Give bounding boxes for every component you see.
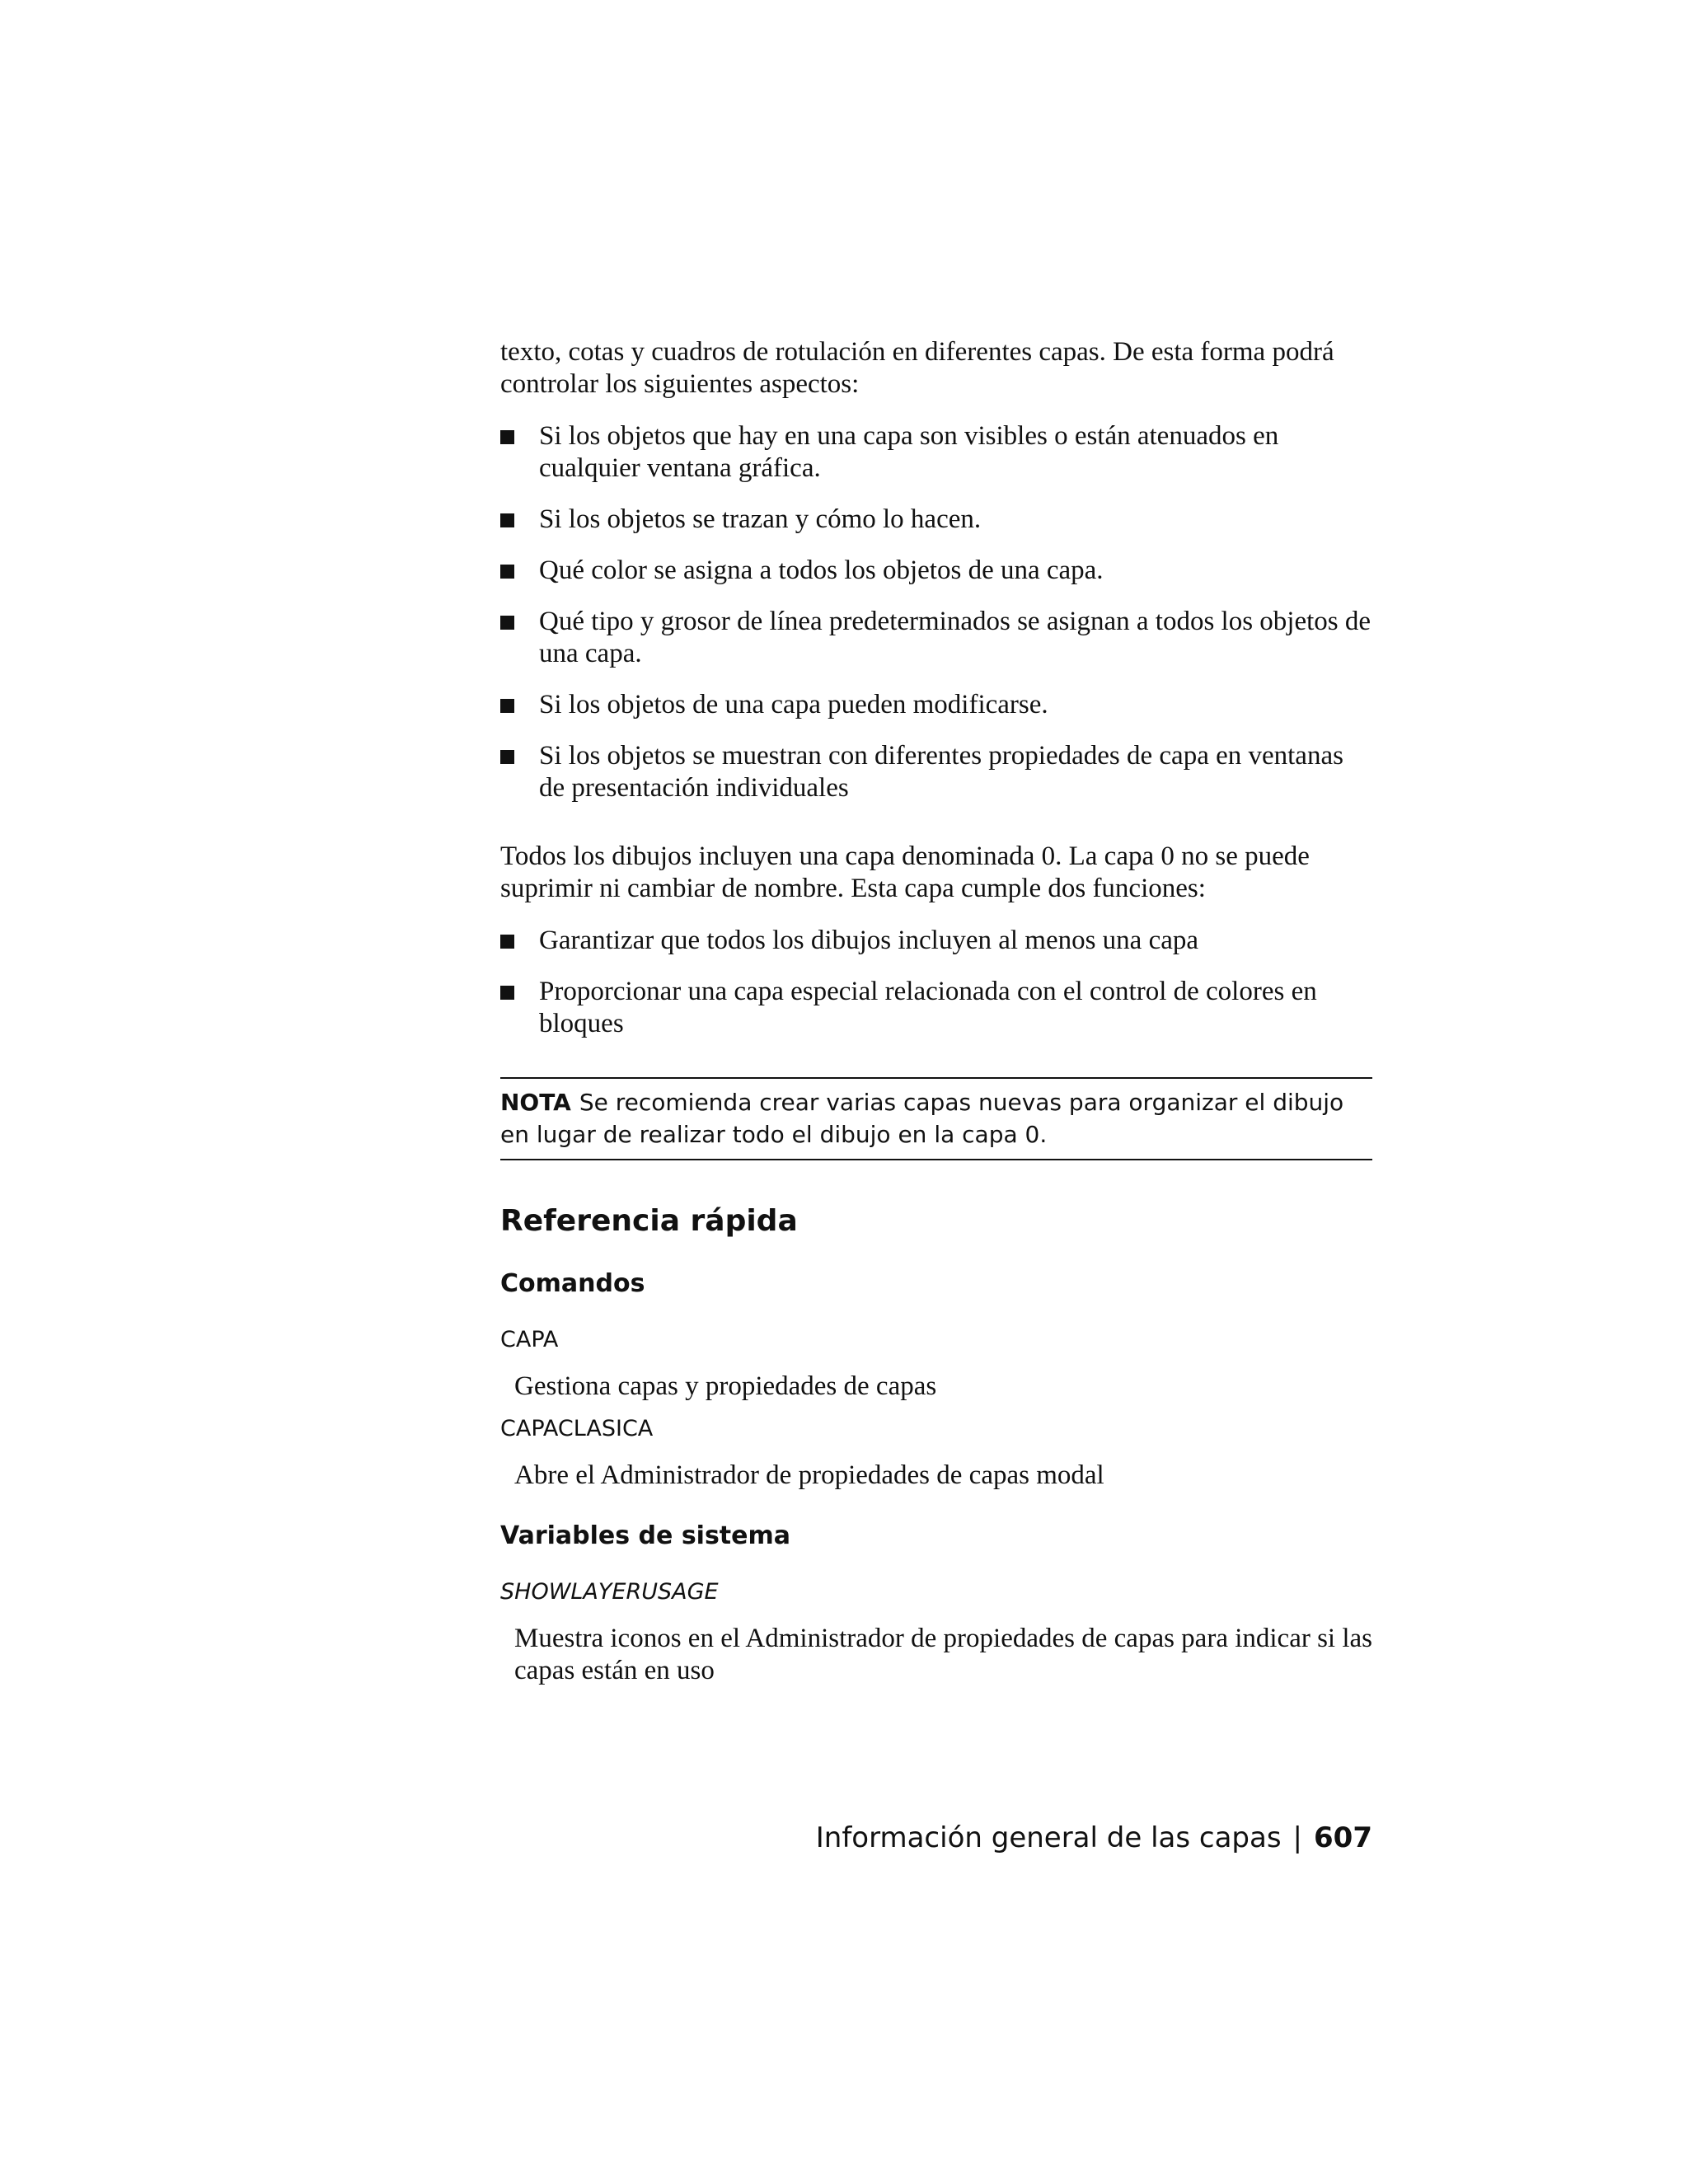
list-item [500, 976, 1372, 1040]
list-item-text: Garantizar que todos los dibujos incluyen al menos una capa [539, 926, 1199, 955]
command-description: Gestiona capas y propiedades de capas [514, 1371, 937, 1401]
bullet-square-icon [500, 565, 514, 579]
command-name: CAPA [500, 1327, 559, 1352]
page-number: 607 [1314, 1821, 1372, 1854]
page-content [500, 336, 1372, 1687]
bullet-square-icon [500, 616, 514, 630]
list-item-text: Si los objetos de una capa pueden modificarse. [539, 690, 1048, 719]
bullet-square-icon [500, 699, 514, 713]
list-item-text: Si los objetos que hay en una capa son visibles o están atenuados en cualquier ventana gráfica. [539, 421, 1279, 483]
list-item-text: Si los objetos se trazan y cómo lo hacen. [539, 504, 982, 534]
note-box [500, 1077, 1372, 1160]
system-variables-heading: Variables de sistema [500, 1521, 791, 1550]
footer-title: Información general de las capas [815, 1821, 1282, 1854]
list-item [500, 740, 1372, 804]
system-variable-description: Muestra iconos en el Administrador de propiedades de capas para indicar si las capas están en uso [514, 1624, 1372, 1685]
command-name: CAPACLASICA [500, 1416, 654, 1441]
list-item [500, 420, 1372, 485]
list-item-text: Qué color se asigna a todos los objetos de una capa. [539, 555, 1104, 585]
footer-separator: | [1292, 1821, 1303, 1854]
list-item [500, 504, 1372, 536]
functions-list [500, 925, 1372, 1040]
list-item-text: Proporcionar una capa especial relacionada con el control de colores en bloques [539, 977, 1317, 1038]
intro-paragraph: texto, cotas y cuadros de rotulación en diferentes capas. De esta forma podrá controlar los siguientes aspectos: [500, 337, 1334, 399]
list-item [500, 606, 1372, 670]
quick-reference-heading: Referencia rápida [500, 1204, 798, 1238]
command-description: Abre el Administrador de propiedades de capas modal [514, 1460, 1104, 1490]
note-text: Se recomienda crear varias capas nuevas para organizar el dibujo en lugar de realizar todo el dibujo en la capa 0. [500, 1089, 1344, 1148]
list-item-text: Qué tipo y grosor de línea predeterminados se asignan a todos los objetos de una capa. [539, 607, 1372, 668]
list-item [500, 925, 1372, 957]
list-item-text: Si los objetos se muestran con diferentes propiedades de capa en ventanas de presentación individuales [539, 741, 1343, 803]
bullet-square-icon [500, 513, 514, 527]
system-variable-name: SHOWLAYERUSAGE [500, 1579, 719, 1605]
layer0-paragraph: Todos los dibujos incluyen una capa denominada 0. La capa 0 no se puede suprimir ni cambiar de nombre. Esta capa cumple dos funciones: [500, 841, 1310, 903]
note-label: NOTA [500, 1089, 571, 1116]
page-footer [816, 1820, 1372, 1856]
list-item [500, 689, 1372, 721]
bullet-square-icon [500, 750, 514, 764]
commands-heading: Comandos [500, 1269, 645, 1298]
aspects-list [500, 420, 1372, 804]
list-item [500, 555, 1372, 587]
bullet-square-icon [500, 935, 514, 949]
bullet-square-icon [500, 430, 514, 444]
bullet-square-icon [500, 986, 514, 1000]
